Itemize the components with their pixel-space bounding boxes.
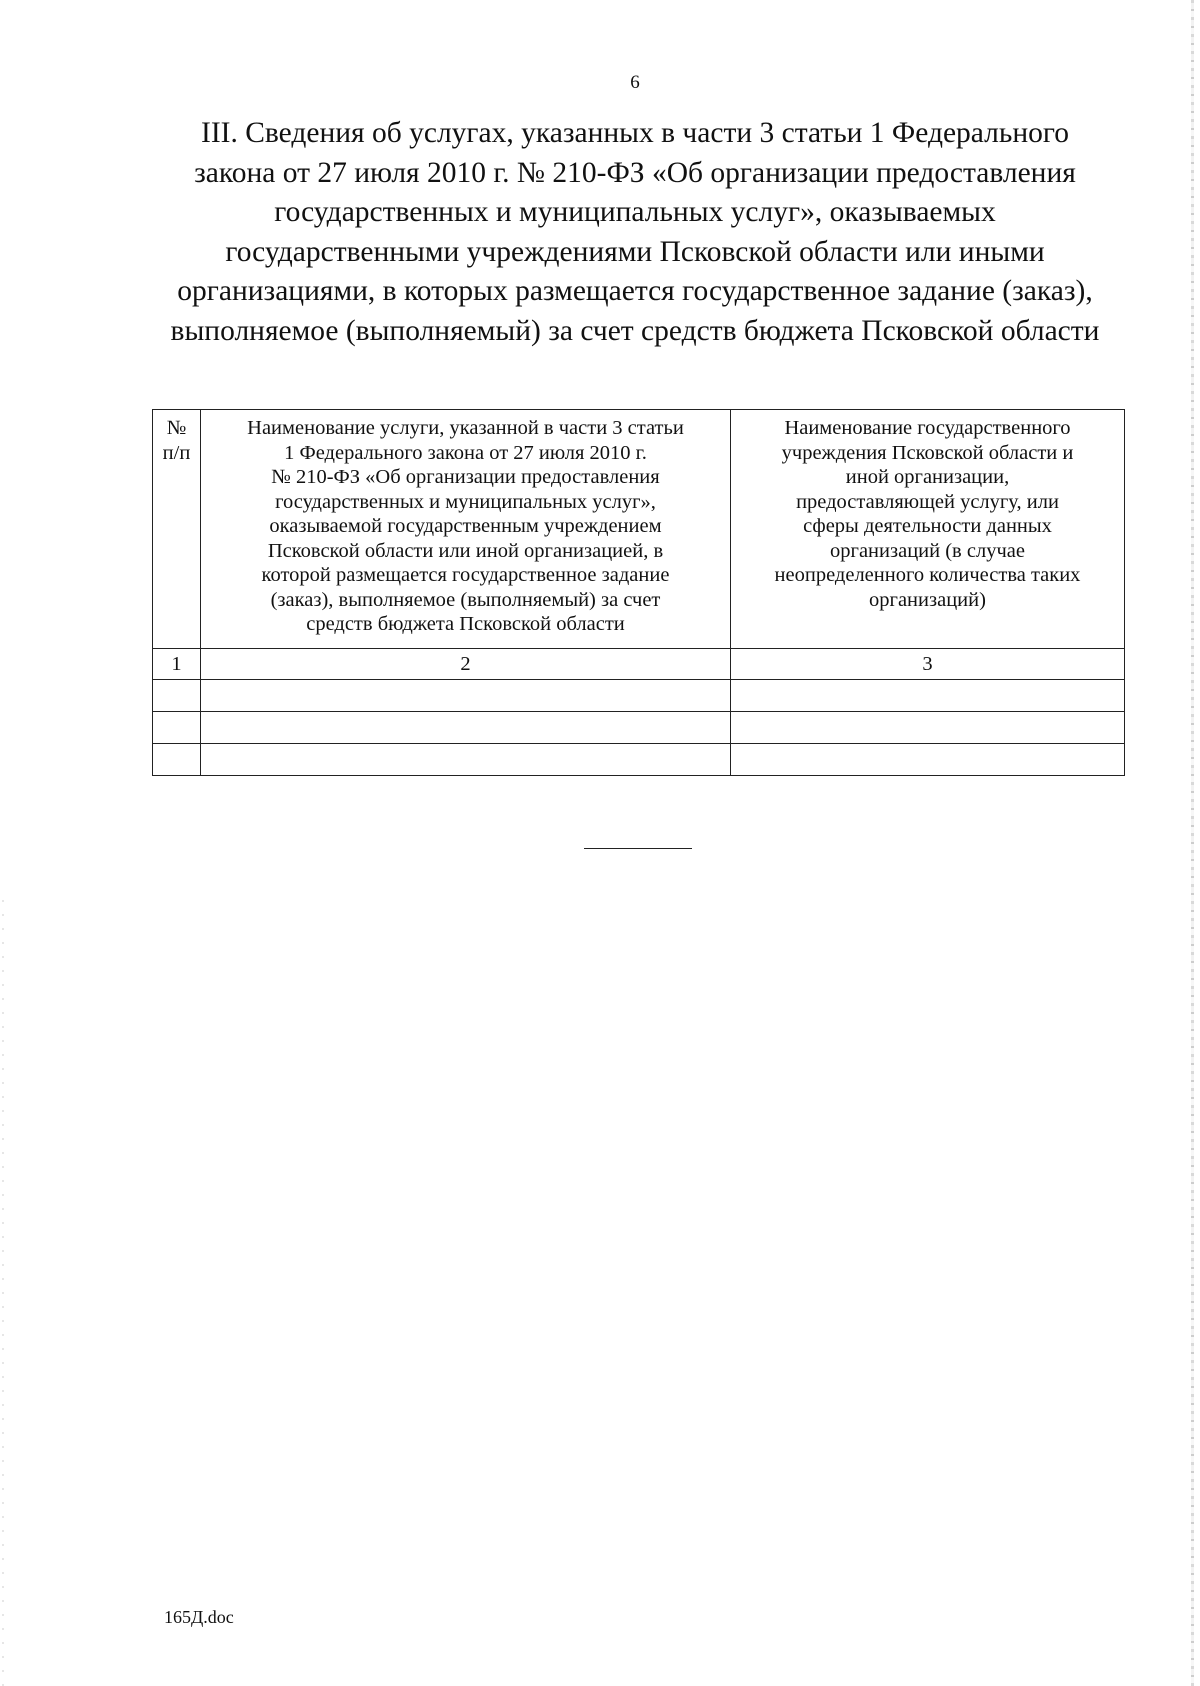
header-text: п/п (162, 441, 191, 464)
table-header-row (153, 410, 1125, 649)
table-row (153, 744, 1125, 776)
header-text: государственных и муниципальных услуг», (275, 490, 656, 513)
header-cell-organization-name (731, 410, 1125, 649)
header-text: организаций (в случае (830, 539, 1025, 562)
column-number-cell: 1 (153, 649, 201, 680)
end-of-section-rule (584, 848, 692, 849)
header-text: оказываемой государственным учреждением (269, 515, 662, 537)
table-cell (201, 744, 731, 776)
services-table (152, 409, 1125, 776)
header-text: № 210-ФЗ «Об организации предоставления (271, 466, 660, 488)
header-text: организаций) (869, 588, 986, 611)
header-text: Наименование государственного (784, 417, 1071, 439)
header-text: сферы деятельности данных (803, 515, 1052, 537)
page-number: 6 (630, 72, 640, 93)
header-text: неопределенного количества таких (774, 564, 1081, 586)
header-text: иной организации, (845, 466, 1010, 488)
column-number-cell: 3 (731, 649, 1125, 680)
heading-line: выполняемое (выполняемый) за счет средств бюджета Псковской области (170, 314, 1100, 347)
table-cell (731, 680, 1125, 712)
heading-line: закона от 27 июля 2010 г. № 210-ФЗ «Об организации предоставления (194, 156, 1076, 189)
table-row (153, 712, 1125, 744)
table-cell (153, 744, 201, 776)
table-row (153, 680, 1125, 712)
scan-edge-right (1191, 0, 1194, 1686)
header-text: Псковской области или иной организацией, в (267, 539, 664, 562)
heading-line: государственных и муниципальных услуг», оказываемых (274, 196, 996, 228)
header-text: предоставляющей услугу, или (796, 490, 1059, 513)
header-text: (заказ), выполняемое (выполняемый) за счет (270, 588, 661, 611)
footer-file-name: 165Д.doc (164, 1607, 234, 1627)
header-cell-service-name (201, 410, 731, 649)
column-number-cell: 2 (201, 649, 731, 680)
header-cell-number (153, 410, 201, 649)
column-number-row (153, 649, 1125, 680)
heading-line: государственными учреждениями Псковской области или иными (225, 235, 1045, 268)
table-cell (153, 712, 201, 744)
header-text: учреждения Псковской области и (781, 441, 1074, 464)
header-text: средств бюджета Псковской области (306, 613, 625, 635)
section-heading (150, 114, 1120, 351)
header-text: которой размещается государственное задание (261, 564, 670, 586)
heading-line: III. Сведения об услугах, указанных в части 3 статьи 1 Федерального (201, 117, 1069, 149)
header-text: № (166, 417, 187, 439)
table-cell (731, 744, 1125, 776)
heading-line: организациями, в которых размещается государственное задание (заказ), (177, 275, 1093, 307)
table-cell (201, 680, 731, 712)
header-text: 1 Федерального закона от 27 июля 2010 г. (284, 441, 647, 464)
table-cell (201, 712, 731, 744)
table-cell (731, 712, 1125, 744)
table-cell (153, 680, 201, 712)
header-text: Наименование услуги, указанной в части 3 статьи (247, 417, 684, 439)
scan-edge-left (2, 900, 4, 1686)
